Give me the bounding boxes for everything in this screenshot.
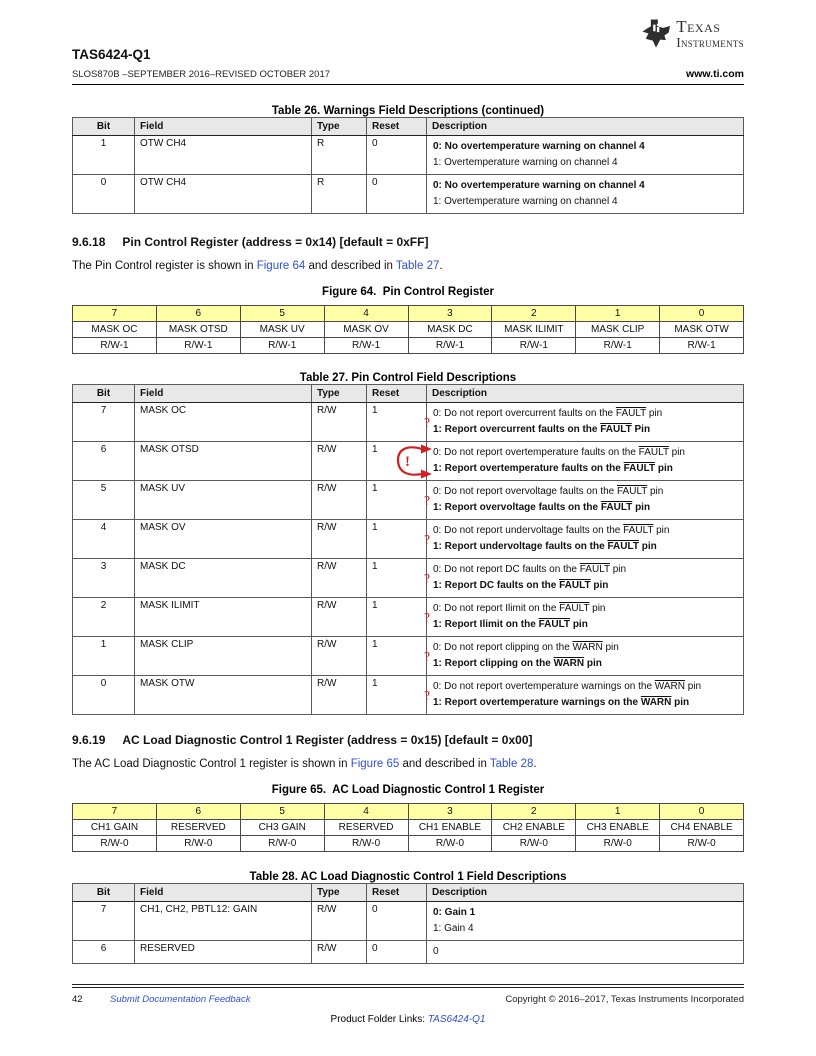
description-line	[433, 422, 737, 438]
description-cell	[427, 520, 744, 559]
field-name-row-cell: MASK OTW	[660, 322, 744, 338]
description-text: 0: Do not report overvoltage faults on the	[433, 486, 617, 497]
product-folder-line	[72, 1014, 744, 1025]
bit-number-row-cell: 2	[492, 804, 576, 820]
text-run: and described in	[305, 260, 396, 272]
overlined-signal-name: WARN	[640, 697, 672, 708]
type-cell: R/W	[312, 637, 367, 676]
reset-value-row-cell: R/W-0	[324, 836, 408, 852]
bit-number-row-cell: 5	[240, 804, 324, 820]
field-row-bit-1	[73, 136, 744, 175]
column-header-description: Description	[427, 385, 744, 403]
product-folder-label: Product Folder Links:	[330, 1014, 428, 1025]
reset-value-row-cell: R/W-0	[73, 836, 157, 852]
bit-number-row-cell: 7	[73, 804, 157, 820]
description-text: 1: Report DC faults on the	[433, 580, 560, 591]
description-text: 0: Do not report undervoltage faults on the	[433, 525, 624, 536]
description-text: pin	[653, 525, 670, 536]
description-text: 1: Report Ilimit on the	[433, 619, 539, 630]
reset-cell: 1 ?	[367, 637, 427, 676]
description-line	[433, 601, 737, 617]
description-text: pin	[602, 642, 619, 653]
section-title: AC Load Diagnostic Control 1 Register (address = 0x15) [default = 0x00]	[122, 733, 533, 747]
description-text: 0: Do not report clipping on the	[433, 642, 573, 653]
description-line	[433, 695, 737, 711]
description-text: pin	[584, 658, 602, 669]
column-header-bit: Bit	[73, 884, 135, 902]
description-text: 1: Report overcurrent faults on the	[433, 424, 601, 435]
field-row-bit-6	[73, 941, 744, 964]
description-text: 1: Report undervoltage faults on the	[433, 541, 608, 552]
column-header-description: Description	[427, 884, 744, 902]
description-text: pin	[589, 603, 606, 614]
ti-logo	[641, 18, 744, 54]
reset-cell: 0	[367, 902, 427, 941]
header-row	[73, 385, 744, 403]
bit-number-row-cell: 3	[408, 804, 492, 820]
ti-logo-wordmark	[676, 18, 744, 50]
reset-value-row-cell: R/W-0	[156, 836, 240, 852]
reset-cell: 0	[367, 175, 427, 214]
type-cell: R/W	[312, 442, 367, 481]
field-cell: OTW CH4	[135, 136, 312, 175]
table-28-ac-load-diag	[72, 883, 744, 964]
description-text: pin	[646, 408, 663, 419]
field-name-row-cell: CH1 GAIN	[73, 820, 157, 836]
header-rule	[72, 84, 744, 85]
description-text: 0: No overtemperature warning on channel 4	[433, 180, 645, 191]
field-name-row-cell: CH4 ENABLE	[660, 820, 744, 836]
description-text: pin	[632, 502, 651, 513]
bit-cell: 6	[73, 442, 135, 481]
description-line	[433, 155, 737, 171]
ti-logo-icon	[641, 19, 671, 54]
description-text: 1: Report overtemperature warnings on the	[433, 697, 641, 708]
header-row	[73, 884, 744, 902]
description-line	[433, 562, 737, 578]
field-name-row-cell: RESERVED	[324, 820, 408, 836]
handwritten-question-mark: ?	[424, 649, 430, 664]
bit-number-row-cell: 0	[660, 804, 744, 820]
overlined-signal-name: WARN	[572, 642, 603, 653]
overlined-signal-name: FAULT	[600, 424, 632, 435]
bit-number-row-cell: 3	[408, 306, 492, 322]
reset-value-row-cell: R/W-1	[240, 338, 324, 354]
reset-cell: 1 ?	[367, 481, 427, 520]
description-text: 1: Report overvoltage faults on the	[433, 502, 601, 513]
type-cell: R	[312, 175, 367, 214]
description-line	[433, 539, 737, 555]
text-run: The Pin Control register is shown in	[72, 260, 257, 272]
description-cell	[427, 481, 744, 520]
field-name-row-cell: MASK UV	[240, 322, 324, 338]
field-row-bit-7	[73, 902, 744, 941]
field-name-row	[73, 322, 744, 338]
bit-number-row-cell: 6	[156, 804, 240, 820]
column-header-bit: Bit	[73, 385, 135, 403]
description-line	[433, 905, 737, 921]
description-text: pin	[671, 697, 690, 708]
bit-cell: 7	[73, 403, 135, 442]
reset-value-row-cell: R/W-1	[324, 338, 408, 354]
section-number: 9.6.19	[72, 733, 106, 747]
description-line	[433, 921, 737, 937]
bit-number-row-cell: 5	[240, 306, 324, 322]
field-cell: MASK OTW	[135, 676, 312, 715]
description-line	[433, 194, 737, 210]
field-row-bit-7	[73, 403, 744, 442]
column-header-field: Field	[135, 118, 312, 136]
description-line	[433, 640, 737, 656]
section-9618-heading	[72, 235, 744, 249]
type-cell: R/W	[312, 520, 367, 559]
website-link[interactable]: www.ti.com	[686, 68, 744, 80]
description-cell	[427, 676, 744, 715]
reset-cell: 1 ?	[367, 676, 427, 715]
overlined-signal-name: FAULT	[538, 619, 571, 630]
description-cell	[427, 637, 744, 676]
field-name-row-cell: RESERVED	[156, 820, 240, 836]
reset-value-row-cell: R/W-1	[73, 338, 157, 354]
section-title: Pin Control Register (address = 0x14) [default = 0xFF]	[122, 235, 429, 249]
copyright-text: Copyright © 2016–2017, Texas Instruments Incorporated	[505, 994, 744, 1005]
overlined-signal-name: FAULT	[559, 603, 590, 614]
description-line	[433, 406, 737, 422]
part-number: TAS6424-Q1	[72, 47, 151, 62]
bit-cell: 4	[73, 520, 135, 559]
description-line	[433, 178, 737, 194]
text-run: and described in	[399, 758, 490, 770]
table-28-title: Table 28. AC Load Diagnostic Control 1 Field Descriptions	[249, 871, 567, 883]
overlined-signal-name: FAULT	[623, 463, 656, 474]
figure-64-link[interactable]: Figure 64	[256, 260, 306, 272]
column-header-type: Type	[312, 118, 367, 136]
footer-row	[72, 994, 744, 1005]
field-cell: MASK CLIP	[135, 637, 312, 676]
bit-number-row-cell: 7	[73, 306, 157, 322]
description-text: 0: Do not report Ilimit on the	[433, 603, 560, 614]
description-text: pin	[668, 447, 685, 458]
reset-value-row-cell: R/W-1	[492, 338, 576, 354]
bit-cell: 7	[73, 902, 135, 941]
field-cell: MASK DC	[135, 559, 312, 598]
section-9619-heading	[72, 733, 744, 747]
reset-cell: 0	[367, 136, 427, 175]
field-cell: RESERVED	[135, 941, 312, 964]
reset-value-row-cell: R/W-1	[408, 338, 492, 354]
field-row-bit-4	[73, 520, 744, 559]
bit-number-row-cell: 0	[660, 306, 744, 322]
field-name-row-cell: CH1 ENABLE	[408, 820, 492, 836]
description-line	[433, 500, 737, 516]
reset-value-row-cell: R/W-1	[576, 338, 660, 354]
table-27-title: Table 27. Pin Control Field Descriptions	[299, 372, 517, 384]
text-run: The AC Load Diagnostic Control 1 register is shown in	[72, 758, 351, 770]
svg-text:!: !	[405, 454, 410, 470]
overlined-signal-name: FAULT	[638, 447, 669, 458]
description-line	[433, 461, 737, 477]
field-name-row-cell: MASK ILIMIT	[492, 322, 576, 338]
field-name-row-cell: MASK OC	[73, 322, 157, 338]
field-name-row-cell: CH3 ENABLE	[576, 820, 660, 836]
type-cell: R/W	[312, 403, 367, 442]
bit-cell: 6	[73, 941, 135, 964]
table-27-link[interactable]: Table 27	[395, 260, 440, 272]
bit-cell: 5	[73, 481, 135, 520]
field-cell: CH1, CH2, PBTL12: GAIN	[135, 902, 312, 941]
handwritten-question-mark: ?	[424, 571, 430, 586]
description-text: 0	[433, 946, 439, 957]
figure-65-register-table	[72, 803, 744, 852]
description-cell	[427, 136, 744, 175]
reset-cell: 1 ?	[367, 520, 427, 559]
description-line	[433, 523, 737, 539]
bit-cell: 0	[73, 175, 135, 214]
overlined-signal-name: WARN	[553, 658, 585, 669]
section-9619-paragraph	[72, 758, 744, 770]
header-row	[73, 118, 744, 136]
bit-number-row	[73, 306, 744, 322]
description-text: 1: Overtemperature warning on channel 4	[433, 196, 618, 207]
handwritten-question-mark: ?	[424, 532, 430, 547]
page-content	[72, 0, 744, 964]
description-text: 0: Do not report overtemperature warnings on the	[433, 681, 655, 692]
description-cell	[427, 442, 744, 481]
reset-value-row-cell: R/W-1	[156, 338, 240, 354]
type-cell: R/W	[312, 559, 367, 598]
description-text: 1: Report overtemperature faults on the	[433, 463, 624, 474]
bit-cell: 0	[73, 676, 135, 715]
doc-line	[72, 68, 744, 80]
column-header-reset: Reset	[367, 118, 427, 136]
column-header-type: Type	[312, 385, 367, 403]
table-26-warnings	[72, 117, 744, 214]
bit-cell: 1	[73, 637, 135, 676]
column-header-field: Field	[135, 884, 312, 902]
bit-number-row-cell: 1	[576, 804, 660, 820]
text-run: .	[439, 260, 443, 272]
field-name-row-cell: CH3 GAIN	[240, 820, 324, 836]
column-header-reset: Reset	[367, 884, 427, 902]
description-cell	[427, 175, 744, 214]
text-run: .	[533, 758, 537, 770]
column-header-field: Field	[135, 385, 312, 403]
description-line	[433, 139, 737, 155]
reset-value-row-cell: R/W-0	[408, 836, 492, 852]
overlined-signal-name: FAULT	[617, 486, 648, 497]
page-number: 42	[72, 994, 83, 1005]
column-header-bit: Bit	[73, 118, 135, 136]
reset-cell: 1 ?	[367, 598, 427, 637]
reset-value-row	[73, 338, 744, 354]
figure-64-register-table	[72, 305, 744, 354]
section-number: 9.6.18	[72, 235, 106, 249]
field-name-row-cell: MASK DC	[408, 322, 492, 338]
overlined-signal-name: WARN	[654, 681, 685, 692]
description-text: 1: Gain 4	[433, 923, 474, 934]
reset-cell: 1 !	[367, 442, 427, 481]
handwritten-question-mark: ?	[424, 493, 430, 508]
figure-65-link[interactable]: Figure 65	[350, 758, 400, 770]
bit-number-row-cell: 1	[576, 306, 660, 322]
reset-cell: 0	[367, 941, 427, 964]
description-text: pin	[647, 486, 664, 497]
description-text: 0: Do not report overtemperature faults on the	[433, 447, 639, 458]
field-name-row-cell: MASK CLIP	[576, 322, 660, 338]
reset-value-row-cell: R/W-0	[576, 836, 660, 852]
field-row-bit-6	[73, 442, 744, 481]
type-cell: R/W	[312, 598, 367, 637]
table-28-link[interactable]: Table 28	[489, 758, 534, 770]
field-name-row-cell: MASK OTSD	[156, 322, 240, 338]
handwritten-question-mark: ?	[424, 415, 430, 430]
bit-cell: 3	[73, 559, 135, 598]
bit-number-row	[73, 804, 744, 820]
field-cell: MASK OC	[135, 403, 312, 442]
reset-value-row-cell: R/W-0	[660, 836, 744, 852]
description-cell	[427, 559, 744, 598]
type-cell: R/W	[312, 941, 367, 964]
field-name-row-cell: MASK OV	[324, 322, 408, 338]
footer-rule	[72, 984, 744, 988]
reset-value-row-cell: R/W-0	[492, 836, 576, 852]
description-line	[433, 578, 737, 594]
description-text: pin	[655, 463, 673, 474]
field-cell: MASK OTSD	[135, 442, 312, 481]
description-line	[433, 944, 737, 960]
bit-cell: 2	[73, 598, 135, 637]
description-cell	[427, 902, 744, 941]
field-row-bit-2	[73, 598, 744, 637]
type-cell: R/W	[312, 676, 367, 715]
description-text: pin	[684, 681, 702, 692]
bit-number-row-cell: 4	[324, 306, 408, 322]
overlined-signal-name: FAULT	[615, 408, 647, 419]
description-text: pin	[570, 619, 588, 630]
bit-number-row-cell: 6	[156, 306, 240, 322]
overlined-signal-name: FAULT	[623, 525, 654, 536]
description-text: 1: Report clipping on the	[433, 658, 554, 669]
description-text: 0: No overtemperature warning on channel 4	[433, 141, 645, 152]
column-header-description: Description	[427, 118, 744, 136]
description-cell	[427, 403, 744, 442]
description-line	[433, 679, 737, 695]
description-text: pin	[638, 541, 657, 552]
figure-64-title: Figure 64. Pin Control Register	[322, 286, 494, 298]
type-cell: R/W	[312, 481, 367, 520]
figure-65-title: Figure 65. AC Load Diagnostic Control 1 Register	[271, 784, 545, 796]
description-text: 0: Gain 1	[433, 907, 476, 918]
logo-instruments: Instruments	[676, 35, 744, 50]
page-footer	[72, 984, 744, 1025]
reset-value-row-cell: R/W-0	[240, 836, 324, 852]
description-line	[433, 617, 737, 633]
overlined-signal-name: FAULT	[579, 564, 610, 575]
description-text: 0: Do not report overcurrent faults on the	[433, 408, 616, 419]
reset-cell: 1 ?	[367, 403, 427, 442]
overlined-signal-name: FAULT	[600, 502, 633, 513]
description-line	[433, 656, 737, 672]
reset-value-row-cell: R/W-1	[660, 338, 744, 354]
handwritten-exclamation-annotation	[394, 443, 434, 483]
section-9618-paragraph	[72, 260, 744, 272]
table-27-pin-control	[72, 384, 744, 715]
field-cell: MASK ILIMIT	[135, 598, 312, 637]
description-text: 0: Do not report DC faults on the	[433, 564, 580, 575]
submit-feedback-link[interactable]: Submit Documentation Feedback	[110, 994, 251, 1005]
field-row-bit-5	[73, 481, 744, 520]
description-line	[433, 484, 737, 500]
reset-value-row	[73, 836, 744, 852]
doc-code: SLOS870B –SEPTEMBER 2016–REVISED OCTOBER 2017	[72, 69, 331, 80]
bit-number-row-cell: 4	[324, 804, 408, 820]
field-row-bit-3	[73, 559, 744, 598]
table-26-title: Table 26. Warnings Field Descriptions (continued)	[271, 105, 545, 117]
field-row-bit-0	[73, 175, 744, 214]
field-name-row-cell: CH2 ENABLE	[492, 820, 576, 836]
column-header-reset: Reset	[367, 385, 427, 403]
type-cell: R/W	[312, 902, 367, 941]
description-line	[433, 445, 737, 461]
bit-number-row-cell: 2	[492, 306, 576, 322]
logo-texas: Texas	[676, 17, 721, 36]
handwritten-question-mark: ?	[424, 610, 430, 625]
reset-cell: 1 ?	[367, 559, 427, 598]
description-cell	[427, 941, 744, 964]
field-cell: MASK OV	[135, 520, 312, 559]
overlined-signal-name: FAULT	[559, 580, 591, 591]
bit-cell: 1	[73, 136, 135, 175]
column-header-type: Type	[312, 884, 367, 902]
description-cell	[427, 598, 744, 637]
field-row-bit-1	[73, 637, 744, 676]
field-name-row	[73, 820, 744, 836]
page-header	[72, 0, 744, 88]
overlined-signal-name: FAULT	[607, 541, 639, 552]
field-cell: OTW CH4	[135, 175, 312, 214]
product-folder-link[interactable]: TAS6424-Q1	[427, 1014, 486, 1025]
field-row-bit-0	[73, 676, 744, 715]
description-text: pin	[590, 580, 609, 591]
type-cell: R	[312, 136, 367, 175]
description-text: Pin	[631, 424, 651, 435]
handwritten-question-mark: ?	[424, 688, 430, 703]
description-text: pin	[609, 564, 627, 575]
description-text: 1: Overtemperature warning on channel 4	[433, 157, 618, 168]
field-cell: MASK UV	[135, 481, 312, 520]
